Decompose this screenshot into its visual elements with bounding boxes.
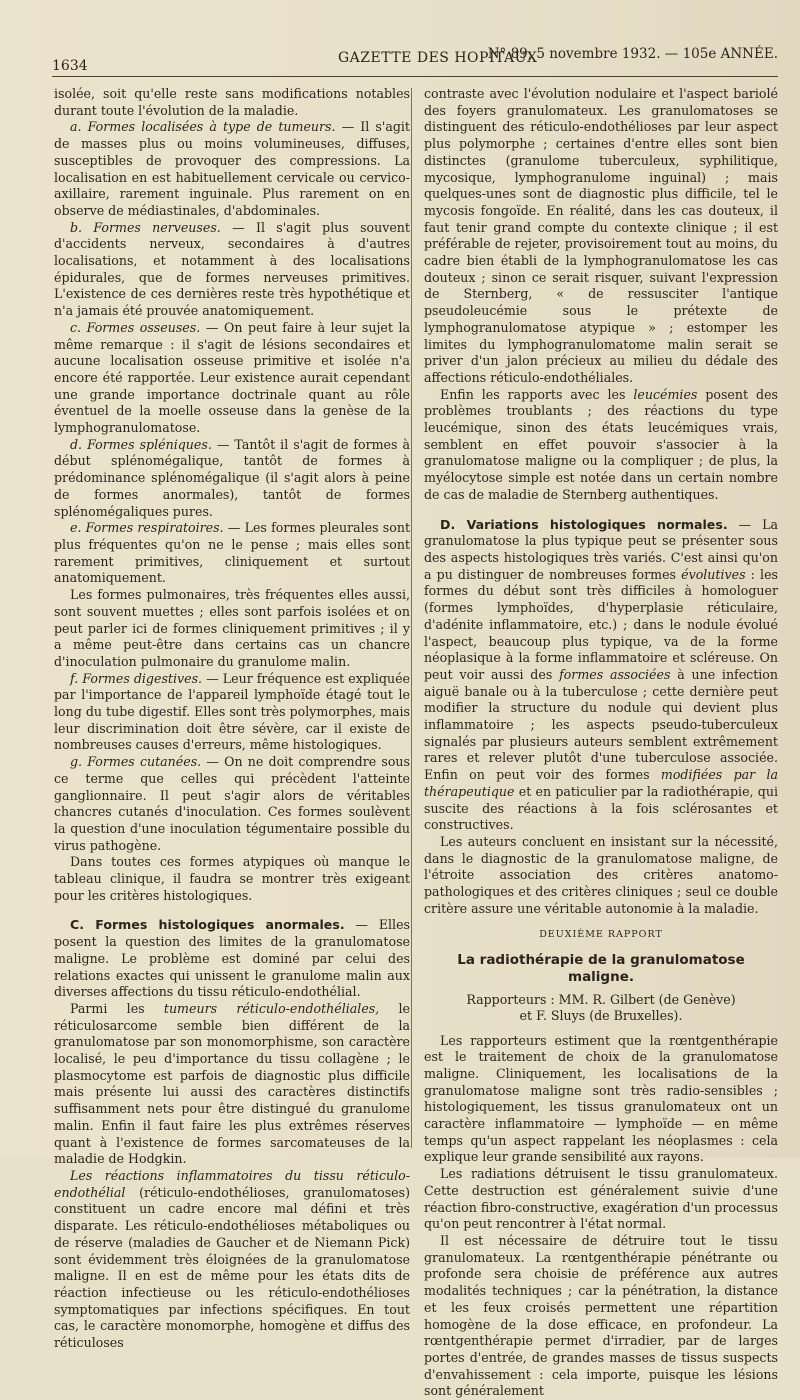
item-label: g. Formes cutanées. — [70, 754, 202, 770]
item-text: — Tantôt il s'agit de formes à début splénomégalique, tantôt de formes à prédominance splénomégalique (il s'agit alors à peine de formes anormales), tantôt de formes splénomégaliques pures. — [54, 436, 410, 519]
section-C — [54, 917, 410, 1001]
section-heading: C. Formes histologiques anormales. — [70, 917, 345, 933]
paragraph-b — [54, 220, 410, 320]
issue-info: N° 89, 5 novembre 1932. — 105e ANNÉE. — [487, 46, 778, 62]
item-text: — Les formes pleurales sont plus fréquentes qu'on ne le pense ; mais elles sont rarement primitives, cliniquement et surtout anatomiquement. — [54, 520, 411, 586]
journal-title: GAZETTE DES HOPITAUX — [338, 50, 538, 66]
paragraph-e — [54, 520, 410, 587]
paragraph-g — [54, 754, 410, 854]
item-label: a. Formes localisées à type de tumeurs. — [70, 119, 336, 135]
paragraph-f — [54, 671, 410, 755]
column-divider — [411, 88, 412, 1148]
item-text: — On peut faire à leur sujet la même remarque : il s'agit de lésions secondaires et aucune localisation osseuse primitive et isolée n'a encore été rapportée. Leur existence aurait cependant une grande importance doctrinale quant au rôle éventuel de la moelle osseuse dans la genèse de la lymphogranulomatose. — [54, 319, 411, 436]
text: Enfin les rapports avec les — [440, 386, 634, 402]
item-label: c. Formes osseuses. — [70, 319, 201, 335]
text: Parmi les — [70, 1000, 164, 1016]
paragraph — [54, 1001, 410, 1168]
italic-text: formes associées — [559, 666, 671, 682]
rapporteurs — [424, 992, 778, 1025]
paragraph: Les auteurs concluent en insistant sur la nécessité, dans le diagnostic de la granulomatose maligne, de l'étroite association des critères anatomo-pathologiques et des critères cliniques ; seul ce double critère assure une véritable autonomie à la maladie. — [424, 833, 778, 916]
item-label: d. Formes spléniques. — [70, 436, 212, 452]
paragraph-a — [54, 119, 410, 219]
paragraph: Les rapporteurs estiment que la rœntgenthérapie est le traitement de choix de la granulomatose maligne. Cliniquement, les localisations de la granulomatose maligne sont très radio-sensibles ; histologiquement, les tissus granulomateux ont un caractère inflammatoire — lymphoïde — en même temps qu'un aspect rappelant les néoplasmes : cela explique leur grande sensibilité aux rayons. — [424, 1032, 778, 1165]
rapporteurs-line: Rapporteurs : MM. R. Gilbert (de Genève) — [466, 991, 736, 1007]
italic-text: leucémies — [633, 386, 698, 402]
italic-text: évolutives — [681, 566, 746, 582]
item-text: — Il s'agit plus souvent d'accidents nerveux, secondaires à d'autres localisations, et notamment à des localisations épidurales, que de formes nerveuses primitives. L'existence de ces dernières reste très hypothétique et n'a jamais été prouvée anatomiquement. — [54, 219, 410, 319]
item-text: — Il s'agit de masses plus ou moins volumineuses, diffuses, susceptibles de provoquer des compressions. La localisation en est habituellement cervicale ou cervico-axillaire, rarement inguinale. Plus rarement on en observe de médiastinales, d'abdominales. — [54, 119, 410, 218]
item-text: — On ne doit comprendre sous ce terme que celles qui précèdent l'atteinte ganglionnaire. Il peut s'agir alors de véritables chancres cutanés d'inoculation. Ces formes soulèvent la question d'une inoculation tégumentaire possible du virus pathogène. — [54, 754, 410, 853]
item-label: b. Formes nerveuses. — [70, 219, 221, 235]
italic-text: modifiées par la thérapeutique — [424, 767, 778, 799]
rapporteurs-line: et F. Sluys (de Bruxelles). — [519, 1008, 683, 1024]
item-text: — Leur fréquence est expliquée par l'importance de l'appareil lymphoïde étagé tout le long du tube digestif. Elles sont très polymorphes, mais leur discrimination doit être sévère, car il existe de nombreuses causes d'erreurs, même histologiques. — [54, 670, 410, 753]
text: : les formes du début sont très difficiles à homologuer (formes lymphoïdes, d'hyperplasie réticulaire, d'adénite inflammatoire, etc.) ; dans le nodule évolué l'aspect, beaucoup plus typique, va de la forme néoplasique à la forme inflammatoire et scléreuse. On peut voir aussi des — [424, 566, 778, 682]
spacer — [54, 904, 410, 917]
italic-text: tumeurs réticulo-endothéliales, — [163, 1000, 380, 1016]
left-column — [54, 86, 410, 1352]
page-number: 1634 — [52, 58, 88, 74]
text: le réticulosarcome semble bien différent de la granulomatose par son monomorphisme, son caractère localisé, le peu d'importance du tissu collagène ; le plasmocytome est parfois de diagnostic plus difficile mais présente lui aussi des caractères distinctifs suffisamment nets pour être distingué du granulome malin. Enfin il faut faire les plus extrêmes réserves quant à l'existence de formes sarcomateuses de la maladie de Hodgkin. — [54, 1000, 411, 1167]
paragraph — [424, 387, 778, 504]
paragraph — [54, 1168, 410, 1352]
paragraph: Dans toutes ces formes atypiques où manque le tableau clinique, il faudra se montrer très exigeant pour les critères histologiques. — [54, 854, 410, 903]
section-D — [424, 517, 778, 834]
text: (réticulo-endothélioses, granulomatoses) constituent un cadre encore mal défini et très disparate. Les réticulo-endothélioses métaboliques ou de réserve (maladies de Gaucher et de Niemann Pick) sont évidemment très éloignées de la granulomatose maligne. Il en est de même pour les états dits de réaction infectieuse ou les réticulo-endothélioses symptomatiques par infections spécifiques. En tout cas, le caractère monomorphe, homogène et diffus des réticuloses — [54, 1184, 410, 1351]
paragraph-c — [54, 320, 410, 437]
section-heading: D. Variations histologiques normales. — [440, 516, 728, 532]
section-text: — Elles posent la question des limites de la granulomatose maligne. Le problème est dominé par celui des relations exactes qui unissent le granulome malin aux diverses affections du tissu réticulo-endothélial. — [54, 917, 411, 1000]
running-header — [52, 42, 778, 74]
paragraph: Il est nécessaire de détruire tout le tissu granulomateux. La rœntgenthérapie pénétrante ou profonde sera choisie de préférence aux autres modalités techniques ; car la pénétration, la distance et les feux croisés permettent une répartition homogène de la dose efficace, en profondeur. La rœntgenthérapie permet d'irradier, par de larges portes d'entrée, de grandes masses de tissus suspects d'envahissement : cela importe, puisque les lésions sont généralement — [424, 1233, 778, 1399]
text: posent des problèmes troublants ; des réactions du type leucémique, sinon des états leucémiques vrais, semblent en effet pouvoir s'associer à la granulomatose maligne ou la compliquer ; de plus, la myélocytose simple est notée dans un certain nombre de cas de maladie de Sternberg authentiques. — [424, 386, 778, 502]
paragraph: contraste avec l'évolution nodulaire et l'aspect bariolé des foyers granulomateux. Les granulomatoses se distinguent des réticulo-endothélioses par leur aspect plus polymorphe ; certaines d'entre elles sont bien distinctes (granulome tuberculeux, syphilitique, mycosique, lymphogranulome inguinal) ; mais quelques-unes sont de diagnostic plus difficile, tel le mycosis fongoïde. En réalité, dans les cas douteux, il faut tenir grand compte du contexte clinique ; il est préférable de rejeter, provisoirement tout au moins, du cadre bien établi de la lymphogranulomatose les cas douteux ; sinon ce serait risquer, suivant l'expression de Sternberg, « de ressusciter l'antique pseudoleucémie sous le prétexte de lymphogranulomatose atypique » ; estomper les limites du lymphogranulomatome malin serait se priver d'un jalon précieux au milieu du dédale des affections réticulo-endothéliales. — [424, 86, 778, 385]
paragraph-d — [54, 437, 410, 521]
paragraph: Les formes pulmonaires, très fréquentes elles aussi, sont souvent muettes ; elles sont parfois isolées et on peut parler ici de formes cliniquement primitives ; il y a même peut-être dans certains cas un chancre d'inoculation pulmonaire du granulome malin. — [54, 587, 410, 669]
paragraph: Les radiations détruisent le tissu granulomateux. Cette destruction est généralement suivie d'une réaction fibro-constructive, exagération d'un processus qu'on peut rencontrer à l'état normal. — [424, 1166, 778, 1232]
right-column — [424, 86, 778, 1400]
text: à une infection aiguë banale ou à la tuberculose ; cette dernière peut modifier la structure du nodule qui devient plus inflammatoire ; les aspects pseudo-tuberculeux signalés par plusieurs auteurs semblent extrêmement rares et relever plutôt d'une tuberculose associée. Enfin on peut voir des formes — [424, 666, 778, 783]
report-title: La radiothérapie de la granulomatose maligne. — [457, 952, 745, 985]
header-rule — [52, 76, 778, 77]
item-label: e. Formes respiratoires. — [70, 520, 224, 536]
item-label: f. Formes digestives. — [70, 670, 203, 686]
report-label: DEUXIÈME RAPPORT — [539, 929, 663, 941]
text: — La granulomatose la plus typique peut se présenter sous des aspects histologiques très variés. C'est ainsi qu'on a pu distinguer de nombreuses formes — [424, 516, 778, 582]
paragraph: isolée, soit qu'elle reste sans modifications notables durant toute l'évolution de la maladie. — [54, 86, 410, 118]
spacer — [424, 504, 778, 517]
italic-text: Les réactions inflammatoires du tissu réticulo-endothélial — [54, 1168, 410, 1200]
text: et en paticulier par la radiothérapie, qui suscite des réactions à la fois sclérosantes et constructives. — [424, 783, 778, 833]
